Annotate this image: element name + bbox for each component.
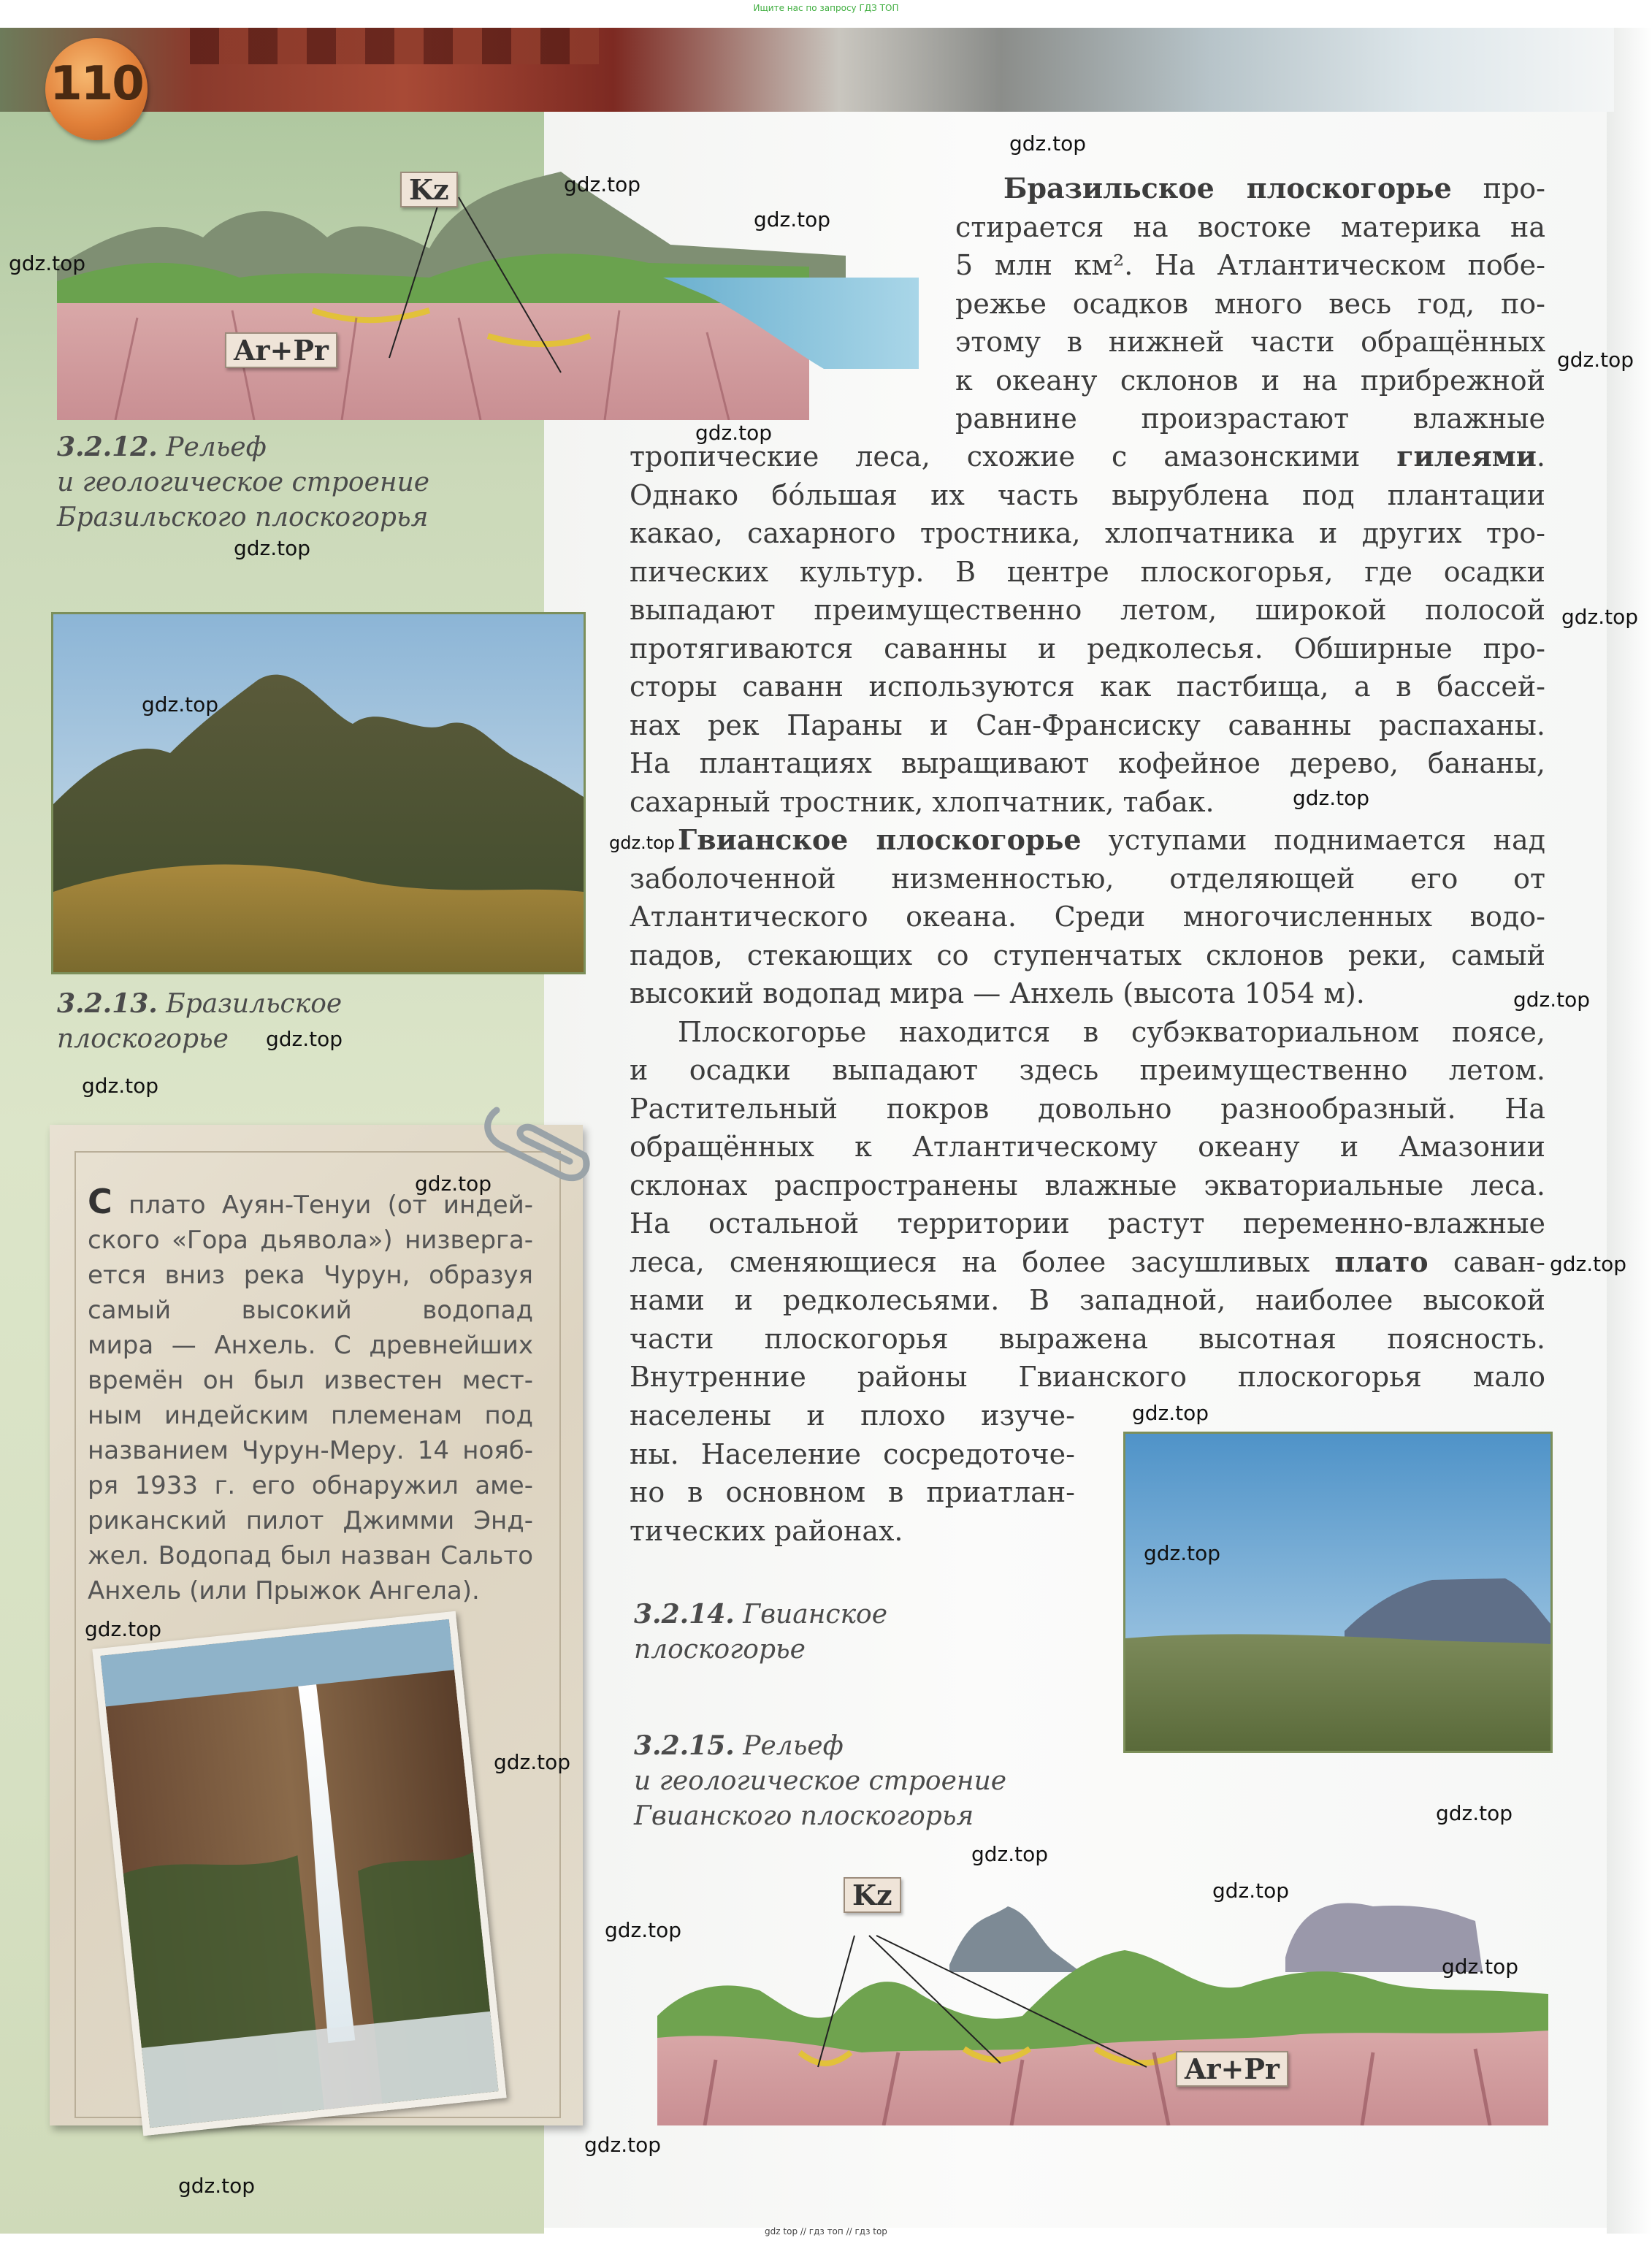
watermark: gdz.top bbox=[266, 1027, 343, 1051]
main-text-body bbox=[630, 438, 1545, 1397]
box-line: ным индейским племенам под bbox=[88, 1401, 533, 1430]
text-line: Внутренние районы Гвианского плоскогорья мало bbox=[630, 1361, 1545, 1393]
watermark: gdz.top bbox=[1212, 1879, 1290, 1903]
text-line: На плантациях выращивают кофейное дерево, бананы, bbox=[630, 747, 1545, 779]
watermark: gdz.top bbox=[584, 2133, 662, 2157]
caption-line: Бразильского плоскогорья bbox=[57, 503, 429, 532]
brazil-plateau-photo bbox=[51, 612, 586, 974]
info-box-text bbox=[88, 1182, 533, 1608]
caption-line: и геологическое строение bbox=[634, 1766, 1007, 1796]
caption-line: Гвианского плоскогорья bbox=[634, 1801, 974, 1831]
caption-line: Гвианское bbox=[743, 1600, 888, 1630]
caption-line: и геологическое строение bbox=[57, 467, 430, 497]
caption-3-2-14 bbox=[634, 1597, 999, 1668]
watermark: gdz.top bbox=[1561, 605, 1639, 629]
caption-3-2-13 bbox=[57, 986, 422, 1057]
caption-3-2-12 bbox=[57, 429, 510, 535]
watermark: gdz.top bbox=[1436, 1801, 1513, 1825]
text-line: равнине произрастают влажные bbox=[955, 402, 1545, 435]
watermark: gdz.top bbox=[754, 207, 831, 232]
term-brazil-plateau: Бразильское плоскогорье bbox=[1003, 172, 1452, 205]
watermark: gdz.top bbox=[234, 536, 311, 560]
main-text-short bbox=[630, 1397, 1075, 1550]
text-line: уступами поднимается над bbox=[1081, 824, 1545, 856]
caption-line: Рельеф bbox=[743, 1731, 844, 1761]
box-line: самый высокий водопад bbox=[88, 1296, 533, 1325]
watermark: gdz.top bbox=[415, 1172, 492, 1196]
watermark: gdz.top bbox=[564, 172, 641, 196]
text-line: и осадки выпадают здесь преимущественно летом. bbox=[630, 1054, 1545, 1086]
text-line: леса, сменяющиеся на более засушливых bbox=[630, 1245, 1335, 1278]
dropcap: С bbox=[88, 1182, 112, 1221]
watermark: gdz.top bbox=[1144, 1541, 1221, 1565]
box-line: ского «Гора дьявола») низверга- bbox=[88, 1226, 533, 1255]
watermark: gdz.top bbox=[1442, 1955, 1519, 1979]
term-plato: плато bbox=[1334, 1245, 1429, 1278]
term-gileya: гилеями bbox=[1396, 440, 1537, 473]
watermark: gdz.top bbox=[82, 1074, 159, 1098]
kz-label: Kz bbox=[844, 1877, 901, 1913]
watermark: gdz.top bbox=[609, 833, 676, 853]
box-line: ется вниз река Чурун, образуя bbox=[88, 1261, 533, 1290]
term-guiana-plateau: Гвианское плоскогорье bbox=[678, 823, 1082, 856]
text-line: склонах распространены влажные экваториальные леса. bbox=[630, 1169, 1545, 1202]
header-banner-temple bbox=[190, 28, 599, 64]
main-text-top bbox=[955, 169, 1545, 438]
footer-note: gdz top // гдз топ // гдз top bbox=[765, 2226, 887, 2237]
text-line: сахарный тростник, хлопчатник, табак. bbox=[630, 785, 1215, 818]
text-line: этому в нижней части обращённых bbox=[955, 326, 1545, 358]
box-line: Анхель (или Прыжок Ангела). bbox=[88, 1576, 480, 1605]
text-line: протягиваются саванны и редколесья. Обширные про- bbox=[630, 632, 1545, 665]
watermark: gdz.top bbox=[494, 1750, 571, 1774]
text-line: населены и плохо изуче- bbox=[630, 1399, 1075, 1432]
text-line: . bbox=[1536, 440, 1545, 473]
text-line: Однако бóльшая их часть вырублена под плантации bbox=[630, 478, 1545, 511]
text-line: Растительный покров довольно разнообразный. На bbox=[630, 1092, 1545, 1125]
guiana-relief-diagram bbox=[643, 1870, 1556, 2125]
text-line: падов, стекающих со ступенчатых склонов реки, самый bbox=[630, 939, 1545, 971]
top-note: Ищите нас по запросу ГДЗ ТОП bbox=[753, 3, 899, 13]
box-line: времён он был известен мест- bbox=[88, 1366, 533, 1395]
text-line: к океану склонов и на прибрежной bbox=[955, 364, 1545, 397]
box-line: ря 1933 г. его обнаружил аме- bbox=[88, 1471, 533, 1500]
caption-number: 3.2.14. bbox=[634, 1599, 735, 1630]
caption-3-2-15 bbox=[634, 1728, 1087, 1834]
watermark: gdz.top bbox=[1550, 1252, 1627, 1276]
text-line: На остальной территории растут переменно-влажные bbox=[630, 1207, 1545, 1239]
brazil-relief-diagram bbox=[50, 128, 919, 420]
angel-falls-photo bbox=[92, 1611, 506, 2136]
text-line: обращённых к Атлантическому океану и Амазонии bbox=[630, 1131, 1545, 1163]
watermark: gdz.top bbox=[1293, 786, 1370, 810]
guiana-plateau-photo bbox=[1123, 1432, 1553, 1753]
page-number: 110 bbox=[50, 57, 143, 111]
watermark: gdz.top bbox=[178, 2174, 256, 2198]
text-line: но в основном в приатлан- bbox=[630, 1476, 1075, 1508]
watermark: gdz.top bbox=[85, 1617, 162, 1641]
watermark: gdz.top bbox=[1009, 131, 1087, 156]
text-line: тропические леса, схожие с амазонскими bbox=[630, 440, 1397, 473]
box-line: мира — Анхель. С древнейших bbox=[88, 1331, 533, 1360]
watermark: gdz.top bbox=[605, 1918, 682, 1942]
watermark: gdz.top bbox=[695, 421, 773, 445]
text-line: ны. Население сосредоточе- bbox=[630, 1437, 1075, 1470]
text-line: сторы саванн используются как пастбища, а в бассей- bbox=[630, 671, 1545, 703]
caption-line: плоскогорье bbox=[57, 1024, 229, 1054]
watermark: gdz.top bbox=[9, 251, 86, 275]
text-line: 5 млн км². На Атлантическом побе- bbox=[955, 249, 1545, 281]
text-line: тических районах. bbox=[630, 1514, 903, 1547]
kz-label: Kz bbox=[400, 172, 458, 207]
ar-pr-label: Ar+Pr bbox=[225, 332, 337, 368]
caption-number: 3.2.13. bbox=[57, 988, 158, 1019]
text-line: пических культур. В центре плоскогорья, где осадки bbox=[630, 555, 1545, 588]
watermark: gdz.top bbox=[971, 1842, 1049, 1866]
ar-pr-label: Ar+Pr bbox=[1176, 2051, 1288, 2087]
text-line: высокий водопад мира — Анхель (высота 1054 м). bbox=[630, 977, 1365, 1009]
text-line: заболоченной низменностью, отделяющей его от bbox=[630, 862, 1545, 895]
watermark: gdz.top bbox=[1132, 1401, 1209, 1425]
text-line: про- bbox=[1451, 172, 1546, 205]
text-line: стирается на востоке материка на bbox=[955, 210, 1545, 243]
box-line: названием Чурун-Меру. 14 нояб- bbox=[88, 1436, 533, 1465]
watermark: gdz.top bbox=[142, 692, 219, 717]
text-line: выпадают преимущественно летом, широкой полосой bbox=[630, 594, 1545, 626]
text-line: нами и редколесьями. В западной, наиболее высокой bbox=[630, 1284, 1545, 1316]
text-line: саван- bbox=[1428, 1245, 1545, 1278]
watermark: gdz.top bbox=[1557, 348, 1634, 372]
caption-line: Рельеф bbox=[166, 432, 267, 462]
caption-number: 3.2.12. bbox=[57, 432, 158, 462]
watermark: gdz.top bbox=[1513, 988, 1591, 1012]
box-line: жел. Водопад был назван Сальто bbox=[88, 1541, 533, 1570]
box-line: риканский пилот Джимми Энд- bbox=[88, 1506, 533, 1535]
text-line: нах рек Параны и Сан-Франсиску саванны распаханы. bbox=[630, 708, 1545, 741]
text-line: Атлантического океана. Среди многочисленных водо- bbox=[630, 901, 1545, 933]
text-line: части плоскогорья выражена высотная поясность. bbox=[630, 1322, 1545, 1355]
caption-line: Бразильское bbox=[166, 989, 343, 1019]
text-line: режье осадков много весь год, по- bbox=[955, 287, 1545, 320]
text-line: какао, сахарного тростника, хлопчатника и других тро- bbox=[630, 517, 1545, 549]
text-line: Плоскогорье находится в субэкваториальном поясе, bbox=[678, 1015, 1545, 1048]
box-line: плато Ауян-Тенуи (от индей- bbox=[112, 1191, 533, 1220]
caption-line: плоскогорье bbox=[634, 1635, 806, 1665]
caption-number: 3.2.15. bbox=[634, 1730, 735, 1761]
